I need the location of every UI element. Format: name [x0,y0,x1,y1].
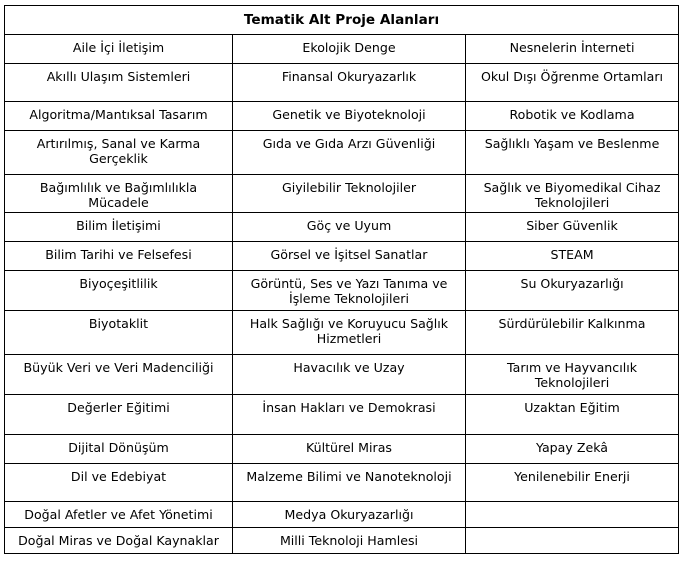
table-cell: Havacılık ve Uzay [233,355,466,395]
table-cell: Yenilenebilir Enerji [466,464,679,502]
table-cell: Bağımlılık ve Bağımlılıkla Mücadele [5,175,233,213]
table-cell: Göç ve Uyum [233,213,466,242]
table-cell: Gıda ve Gıda Arzı Güvenliği [233,131,466,175]
table-cell: Biyoçeşitlilik [5,271,233,311]
table-cell: Bilim Tarihi ve Felsefesi [5,242,233,271]
table-cell: Medya Okuryazarlığı [233,502,466,528]
table-row [5,213,679,242]
table-cell: Görsel ve İşitsel Sanatlar [233,242,466,271]
table-cell: Finansal Okuryazarlık [233,64,466,102]
table-cell: Büyük Veri ve Veri Madenciliği [5,355,233,395]
table-cell: Dijital Dönüşüm [5,435,233,464]
table-row [5,242,679,271]
table-row [5,131,679,175]
table-cell: Ekolojik Denge [233,35,466,64]
table-cell: Değerler Eğitimi [5,395,233,435]
table-cell: Milli Teknoloji Hamlesi [233,528,466,554]
table-cell: Dil ve Edebiyat [5,464,233,502]
table-cell: Giyilebilir Teknolojiler [233,175,466,213]
table-cell: STEAM [466,242,679,271]
table-cell: Kültürel Miras [233,435,466,464]
table-cell: Malzeme Bilimi ve Nanoteknoloji [233,464,466,502]
table-row [5,311,679,355]
table-row [5,528,679,554]
table-cell: Sürdürülebilir Kalkınma [466,311,679,355]
table-cell: Robotik ve Kodlama [466,102,679,131]
table-title: Tematik Alt Proje Alanları [5,6,679,35]
table-row [5,395,679,435]
table-cell: Su Okuryazarlığı [466,271,679,311]
thematic-topics-table [4,5,679,554]
table-body [5,35,679,554]
table-cell: Algoritma/Mantıksal Tasarım [5,102,233,131]
table-cell: Akıllı Ulaşım Sistemleri [5,64,233,102]
table-header-row [5,6,679,35]
table-row [5,35,679,64]
table-cell: Nesnelerin İnterneti [466,35,679,64]
table-row [5,435,679,464]
table-cell: Genetik ve Biyoteknoloji [233,102,466,131]
table-cell: Tarım ve Hayvancılık Teknolojileri [466,355,679,395]
table-cell: Siber Güvenlik [466,213,679,242]
table-cell: Biyotaklit [5,311,233,355]
table-cell: Bilim İletişimi [5,213,233,242]
table-row [5,175,679,213]
table-cell: Halk Sağlığı ve Koruyucu Sağlık Hizmetleri [233,311,466,355]
table-cell: Sağlıklı Yaşam ve Beslenme [466,131,679,175]
table-cell: Okul Dışı Öğrenme Ortamları [466,64,679,102]
topics-table-container [4,5,679,554]
table-cell: Artırılmış, Sanal ve Karma Gerçeklik [5,131,233,175]
table-cell: İnsan Hakları ve Demokrasi [233,395,466,435]
table-row [5,464,679,502]
table-cell: Aile İçi İletişim [5,35,233,64]
table-row [5,64,679,102]
table-cell: Doğal Afetler ve Afet Yönetimi [5,502,233,528]
table-row [5,502,679,528]
table-cell: Doğal Miras ve Doğal Kaynaklar [5,528,233,554]
table-cell: Görüntü, Ses ve Yazı Tanıma ve İşleme Teknolojileri [233,271,466,311]
table-row [5,102,679,131]
table-cell: Yapay Zekâ [466,435,679,464]
table-row [5,271,679,311]
table-cell-empty [466,502,679,528]
table-row [5,355,679,395]
table-cell: Sağlık ve Biyomedikal Cihaz Teknolojileri [466,175,679,213]
table-cell-empty [466,528,679,554]
table-cell: Uzaktan Eğitim [466,395,679,435]
